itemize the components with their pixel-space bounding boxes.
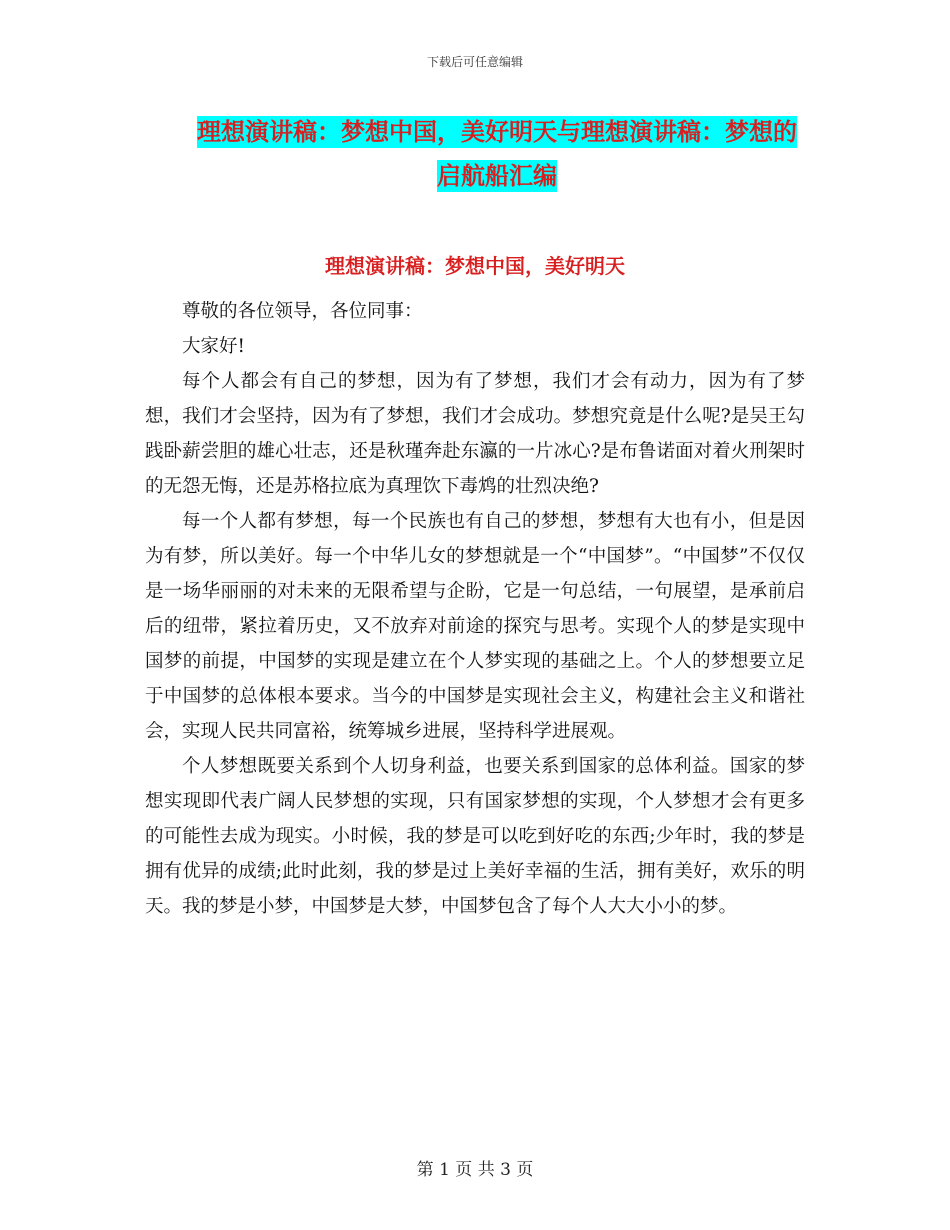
paragraph-greeting: 大家好! [182, 336, 245, 357]
paragraph-1: 每个人都会有自己的梦想，因为有了梦想，我们才会有动力，因为有了梦想，我们才会坚持，因为有了梦想，我们才会成功。梦想究竟是什么呢?是吴王勾践卧薪尝胆的雄心壮志，还是秋瑾奔赴东瀛的一片冰心?是布鲁诺面对着火刑架时的无怨无悔，还是苏格拉底为真理饮下毒鸩的壮烈决绝? [145, 371, 805, 497]
paragraph-3: 个人梦想既要关系到个人切身利益，也要关系到国家的总体利益。国家的梦想实现即代表广阔人民梦想的实现，只有国家梦想的实现，个人梦想才会有更多的可能性去成为现实。小时候，我的梦是可以吃到好吃的东西;少年时，我的梦是拥有优异的成绩;此时此刻，我的梦是过上美好幸福的生活，拥有美好，欢乐的明天。我的梦是小梦，中国梦是大梦，中国梦包含了每个人大大小小的梦。 [145, 756, 805, 917]
section-title: 理想演讲稿：梦想中国，美好明天 [325, 254, 625, 278]
header-note: 下载后可任意编辑 [426, 55, 523, 69]
main-title-text: 理想演讲稿：梦想中国，美好明天与理想演讲稿：梦想的启航船汇编 [197, 118, 797, 190]
paragraph-2: 每一个人都有梦想，每一个民族也有自己的梦想，梦想有大也有小，但是因为有梦，所以美好。每一个中华儿女的梦想就是一个“中国梦”。“中国梦”不仅仅是一场华丽丽的对未来的无限希望与企盼，它是一句总结，一句展望，是承前启后的纽带，紧拉着历史，又不放弃对前途的探究与思考。实现个人的梦是实现中国梦的前提，中国梦的实现是建立在个人梦实现的基础之上。个人的梦想要立足于中国梦的总体根本要求。当今的中国梦是实现社会主义，构建社会主义和谐社会，实现人民共同富裕，统筹城乡进展，坚持科学进展观。 [145, 511, 805, 742]
paragraph-salutation: 尊敬的各位领导，各位同事： [182, 301, 423, 322]
page-footer: 第 1 页 共 3 页 [416, 1160, 534, 1180]
main-title [192, 110, 802, 198]
body-text [145, 294, 805, 924]
